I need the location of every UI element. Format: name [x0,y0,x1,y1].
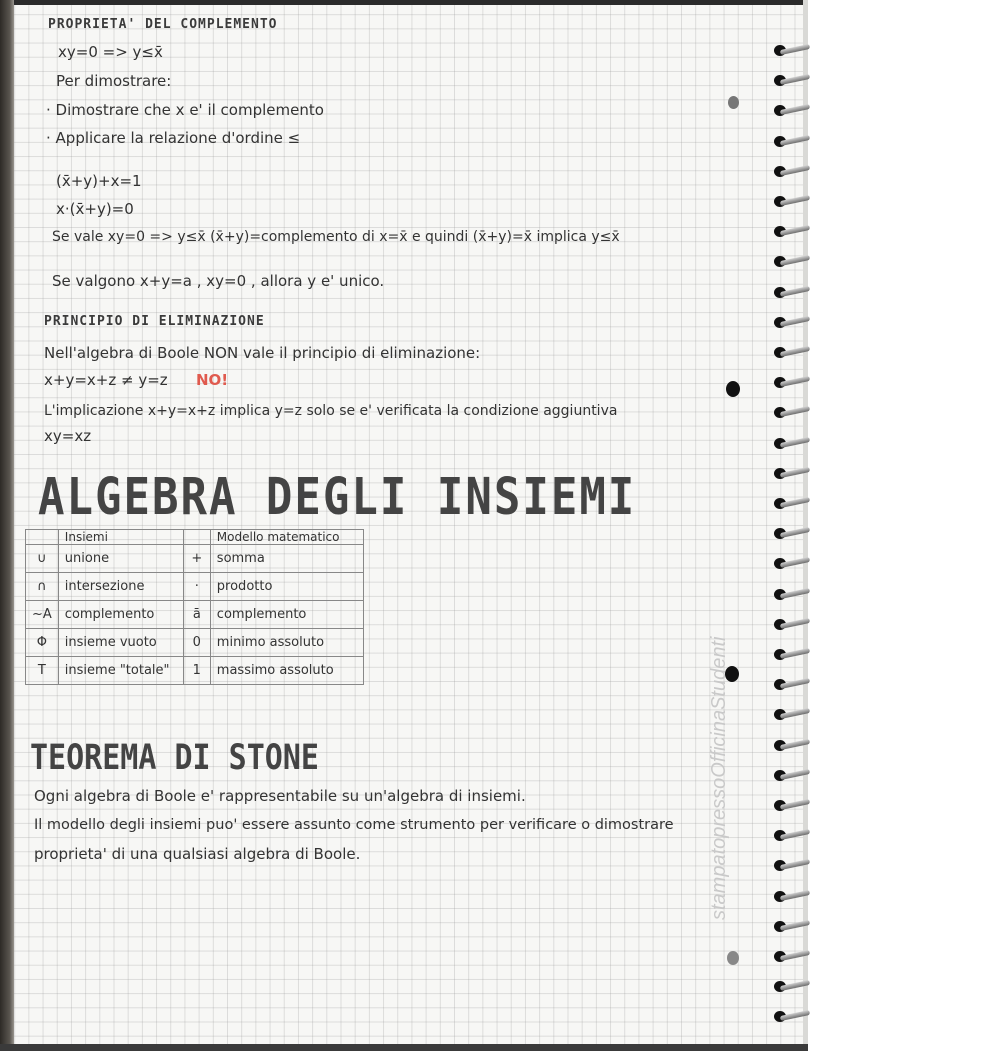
spiral-ring [770,737,810,753]
proof-line: Se valgono x+y=a , xy=0 , allora y e' unico. [52,272,385,290]
spiral-ring [770,1008,810,1024]
page-top-edge [0,0,808,5]
punch-hole [726,381,740,397]
math-symbol: ā [183,601,210,629]
spiral-ring [770,797,810,813]
equation: x·(x̄+y)=0 [56,200,134,218]
math-model: massimo assoluto [210,657,363,685]
spiral-ring [770,72,810,88]
page-left-edge [0,0,14,1051]
set-symbol: T [26,657,59,685]
set-operation: unione [58,545,183,573]
spiral-ring [770,888,810,904]
spiral-ring [770,163,810,179]
spiral-ring [770,555,810,571]
section-title-insiemi: ALGEBRA DEGLI INSIEMI [38,468,637,527]
table-row [26,629,364,657]
set-operation: intersezione [58,573,183,601]
spiral-ring [770,857,810,873]
spiral-ring [770,284,810,300]
spiral-ring [770,193,810,209]
math-model: prodotto [210,573,363,601]
spiral-ring [770,616,810,632]
set-symbol: ∩ [26,573,59,601]
set-operation: insieme vuoto [58,629,183,657]
set-symbol: Φ [26,629,59,657]
set-operation: complemento [58,601,183,629]
formula-complemento: xy=0 => y≤x̄ [58,43,163,61]
watermark: stampatopressoOfficinaStudenti [708,636,730,920]
spiral-ring [770,374,810,390]
math-symbol: · [183,573,210,601]
set-operation: insieme "totale" [58,657,183,685]
spiral-ring [770,706,810,722]
proof-line: Se vale xy=0 => y≤x̄ (x̄+y)=complemento di x=x̄ e quindi (x̄+y)=x̄ implica y≤x̄ [52,229,620,245]
punch-hole [727,951,739,965]
math-model: somma [210,545,363,573]
intro-text: Per dimostrare: [56,72,172,90]
spiral-ring [770,525,810,541]
spiral-ring [770,133,810,149]
spiral-ring [770,646,810,662]
page-bottom-edge [0,1044,808,1051]
spiral-ring [770,102,810,118]
body-line: xy=xz [44,427,92,445]
spiral-ring [770,223,810,239]
body-line: Ogni algebra di Boole e' rappresentabile su un'algebra di insiemi. [34,787,526,805]
body-line: L'implicazione x+y=x+z implica y=z solo se e' verificata la condizione aggiuntiva [44,403,618,419]
spiral-ring [770,918,810,934]
spiral-ring [770,344,810,360]
spiral-ring [770,42,810,58]
spiral-ring [770,495,810,511]
bullet-item: · Dimostrare che x e' il complemento [46,101,324,119]
header-modello: Modello matematico [210,530,363,545]
spiral-ring [770,978,810,994]
body-line: Nell'algebra di Boole NON vale il principio di eliminazione: [44,344,481,362]
table-row [26,657,364,685]
spiral-ring [770,948,810,964]
set-symbol: ∪ [26,545,59,573]
math-symbol: 0 [183,629,210,657]
insiemi-table [25,529,364,685]
body-line: Il modello degli insiemi puo' essere assunto come strumento per verificare o dimostrare [34,817,674,833]
spiral-ring [770,435,810,451]
spiral-ring [770,827,810,843]
header-insiemi: Insiemi [58,530,183,545]
formula-eliminazione: x+y=x+z ≠ y=z [44,371,168,389]
table-header-row [26,530,364,545]
bullet-item: · Applicare la relazione d'ordine ≤ [46,129,301,147]
spiral-ring [770,465,810,481]
spiral-ring [770,767,810,783]
table-row [26,545,364,573]
math-model: complemento [210,601,363,629]
body-line: proprieta' di una qualsiasi algebra di Boole. [34,845,361,863]
punch-hole [728,96,739,109]
equation: (x̄+y)+x=1 [56,172,142,190]
spiral-ring [770,676,810,692]
section-heading-eliminazione: PRINCIPIO DI ELIMINAZIONE [44,314,265,329]
spiral-ring [770,404,810,420]
table-row [26,601,364,629]
spiral-ring [770,253,810,269]
set-symbol: ~A [26,601,59,629]
math-symbol: + [183,545,210,573]
table-row [26,573,364,601]
section-title-stone: TEOREMA DI STONE [30,738,319,779]
math-model: minimo assoluto [210,629,363,657]
spiral-ring [770,586,810,602]
no-label: NO! [196,371,229,389]
spiral-ring [770,314,810,330]
section-heading-complemento: PROPRIETA' DEL COMPLEMENTO [48,17,278,32]
math-symbol: 1 [183,657,210,685]
spiral-binding [770,0,810,1051]
